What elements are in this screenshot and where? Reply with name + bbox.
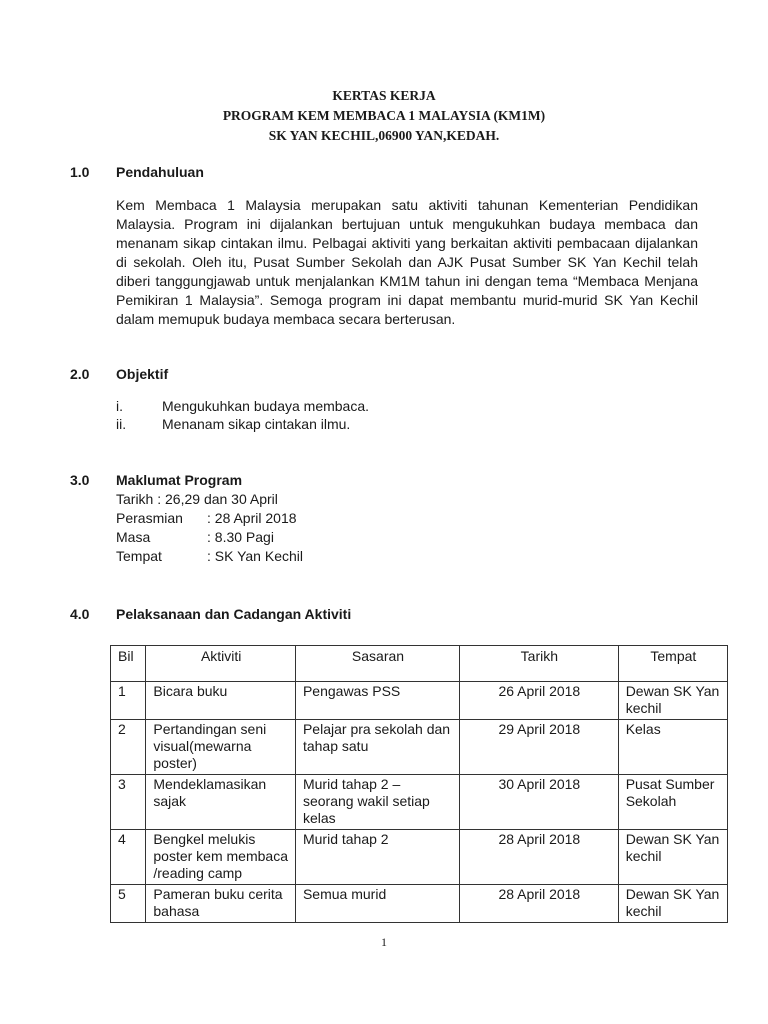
header-tempat: Tempat [618, 646, 727, 682]
objective-2-number: ii. [116, 416, 127, 432]
cell-sasaran: Pelajar pra sekolah dan tahap satu [295, 720, 459, 775]
section-1-number: 1.0 [70, 164, 90, 180]
cell-tarikh: 30 April 2018 [460, 775, 619, 830]
page-number: 1 [381, 935, 387, 949]
cell-tarikh: 28 April 2018 [460, 885, 619, 923]
header-sasaran: Sasaran [295, 646, 459, 682]
cell-sasaran: Semua murid [295, 885, 459, 923]
table-header-row [111, 646, 728, 682]
section-4-number: 4.0 [70, 606, 90, 622]
cell-tempat: Kelas [618, 720, 727, 775]
program-info-row [116, 548, 303, 564]
section-2-number: 2.0 [70, 366, 90, 382]
cell-tempat: Dewan SK Yan kechil [618, 830, 727, 885]
cell-bil: 1 [111, 682, 146, 720]
table-row [111, 775, 728, 830]
info-value: : 8.30 Pagi [207, 529, 274, 545]
title-line-3: SK YAN KECHIL,06900 YAN,KEDAH. [268, 128, 500, 143]
header-bil: Bil [111, 646, 146, 682]
section-1-paragraph: Kem Membaca 1 Malaysia merupakan satu aktiviti tahunan Kementerian Pendidikan Malaysia. Program ini dijalankan bertujuan untuk mengukuhkan budaya membaca dan menanam sikap cintakan ilmu. Pelbagai aktiviti yang berkaitan aktiviti pembacaan dijalankan di sekolah. Oleh itu, Pusat Sumber Sekolah dan AJK Pusat Sumber SK Yan Kechil telah diberi tanggungjawab untuk menjalankan KM1M tahun ini dengan tema “Membaca Menjana Pemikiran 1 Malaysia”. Semoga program ini dapat membantu murid-murid SK Yan Kechil dalam memupuk budaya membaca secara berterusan. [116, 197, 698, 327]
info-value: : SK Yan Kechil [207, 548, 303, 564]
section-4-heading: Pelaksanaan dan Cadangan Aktiviti [116, 606, 352, 622]
activity-table [110, 645, 728, 923]
cell-aktiviti: Mendeklamasikan sajak [146, 775, 296, 830]
cell-aktiviti: Pameran buku cerita bahasa [146, 885, 296, 923]
objective-1-text: Mengukuhkan budaya membaca. [162, 398, 370, 414]
cell-aktiviti: Bicara buku [146, 682, 296, 720]
objective-2-text: Menanam sikap cintakan ilmu. [162, 416, 351, 432]
table-row [111, 830, 728, 885]
info-label: Perasmian [116, 510, 183, 526]
cell-tarikh: 26 April 2018 [460, 682, 619, 720]
cell-sasaran: Murid tahap 2 [295, 830, 459, 885]
title-line-1: KERTAS KERJA [332, 88, 436, 103]
header-tarikh: Tarikh [460, 646, 619, 682]
cell-tempat: Pusat Sumber Sekolah [618, 775, 727, 830]
table-row [111, 682, 728, 720]
title-line-2: PROGRAM KEM MEMBACA 1 MALAYSIA (KM1M) [222, 108, 546, 123]
cell-aktiviti: Pertandingan seni visual(mewarna poster) [146, 720, 296, 775]
section-3-number: 3.0 [70, 472, 90, 488]
info-label: Masa [116, 529, 151, 545]
cell-tarikh: 28 April 2018 [460, 830, 619, 885]
cell-aktiviti: Bengkel melukis poster kem membaca /reading camp [146, 830, 296, 885]
program-date: Tarikh : 26,29 dan 30 April [116, 491, 278, 507]
cell-tempat: Dewan SK Yan kechil [618, 682, 727, 720]
info-label: Tempat [116, 548, 162, 564]
program-info-row [116, 510, 297, 526]
table-row [111, 885, 728, 923]
cell-bil: 3 [111, 775, 146, 830]
header-aktiviti: Aktiviti [146, 646, 296, 682]
section-3-heading: Maklumat Program [116, 472, 243, 488]
cell-sasaran: Murid tahap 2 – seorang wakil setiap kelas [295, 775, 459, 830]
section-1-heading: Pendahuluan [116, 164, 204, 180]
info-value: : 28 April 2018 [207, 510, 297, 526]
table-row [111, 720, 728, 775]
objective-1-number: i. [116, 398, 123, 414]
cell-sasaran: Pengawas PSS [295, 682, 459, 720]
cell-bil: 2 [111, 720, 146, 775]
cell-bil: 5 [111, 885, 146, 923]
section-2-heading: Objektif [116, 366, 169, 382]
program-info-row [116, 529, 274, 545]
document-title [0, 86, 768, 146]
cell-tarikh: 29 April 2018 [460, 720, 619, 775]
cell-bil: 4 [111, 830, 146, 885]
cell-tempat: Dewan SK Yan kechil [618, 885, 727, 923]
